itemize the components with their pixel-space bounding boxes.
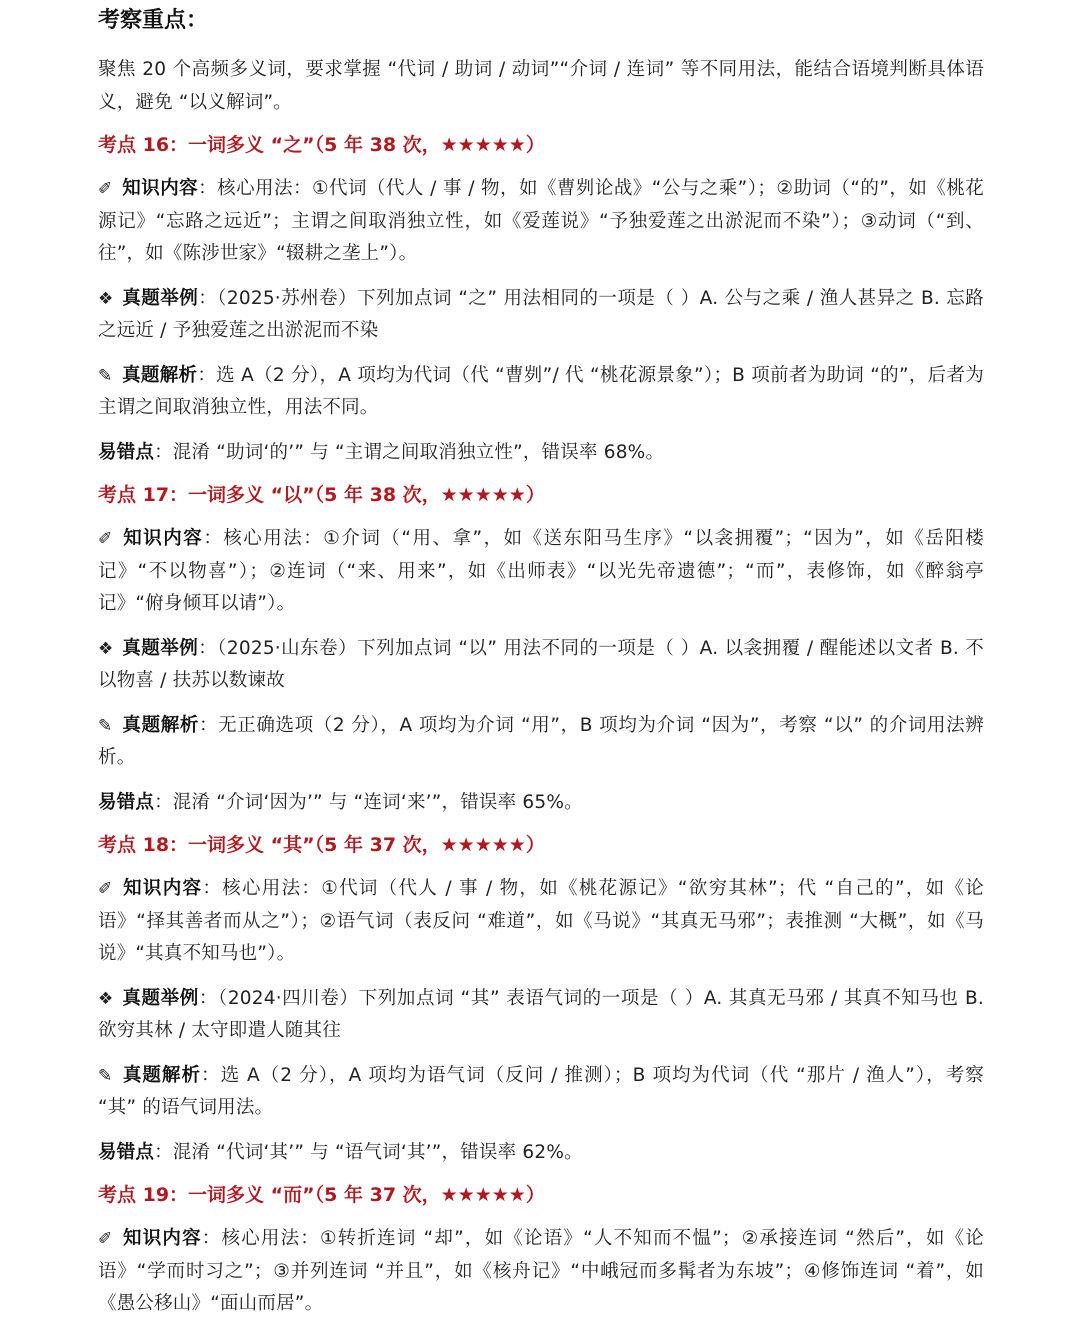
diamond-icon: ❖ bbox=[98, 288, 114, 309]
analysis-text: ：无正确选项（2 分），A 项均为介词 “用”，B 项均为介词 “因为”，考察 “以” 的介词用法辨析。 bbox=[98, 714, 984, 768]
pencil-icon: ✐ bbox=[98, 1229, 113, 1249]
pencil-icon: ✐ bbox=[98, 879, 113, 899]
knowledge-label: 知识内容 bbox=[122, 178, 199, 199]
error-point-paragraph bbox=[98, 1137, 984, 1170]
analysis-text: ：选 A（2 分），A 项均为语气词（反问 / 推测）；B 项均为代词（代 “那片 / 渔人”），考察 “其” 的语气词用法。 bbox=[98, 1064, 984, 1118]
pencil-icon: ✐ bbox=[98, 529, 113, 549]
knowledge-text: ：核心用法：①转折连词 “却”，如《论语》“人不知而不愠”；②承接连词 “然后”，如《论语》“学而时习之”；③并列连词 “并且”，如《核舟记》“中峨冠而多髯者为东坡”；④修饰连词 “着”，如《愚公移山》“面山而居”。 bbox=[98, 1228, 984, 1314]
sections bbox=[98, 129, 984, 1321]
diamond-icon: ❖ bbox=[98, 638, 114, 659]
example-label: 真题举例 bbox=[122, 987, 199, 1009]
page-title: 考察重点： bbox=[98, 8, 209, 33]
document bbox=[98, 0, 984, 1321]
exam-point-section bbox=[98, 829, 984, 1169]
exam-point-header: 考点 18：一词多义 “其”（5 年 37 次，★★★★★） bbox=[98, 834, 545, 856]
analysis-paragraph bbox=[98, 1060, 984, 1125]
knowledge-text: ：核心用法：①介词（“用、拿”，如《送东阳马生序》“以衾拥覆”；“因为”，如《岳阳楼记》“不以物喜”）；②连词（“来、用来”，如《出师表》“以光先帝遗德”；“而”，表修饰，如《醉翁亭记》“俯身倾耳以请”）。 bbox=[98, 528, 984, 614]
error-text: ：混淆 “助词‘的’” 与 “主谓之间取消独立性”，错误率 68%。 bbox=[154, 441, 665, 463]
knowledge-paragraph bbox=[98, 173, 984, 271]
example-paragraph bbox=[98, 283, 984, 348]
analysis-paragraph bbox=[98, 710, 984, 775]
error-label: 易错点 bbox=[98, 1141, 155, 1163]
error-label: 易错点 bbox=[98, 791, 155, 813]
exam-point-header: 考点 19：一词多义 “而”（5 年 37 次，★★★★★） bbox=[98, 1184, 545, 1206]
knowledge-text: ：核心用法：①代词（代人 / 事 / 物，如《桃花源记》“欲穷其林”；代 “自己的”，如《论语》“择其善者而从之”）；②语气词（表反问 “难道”，如《马说》“其真无马邪”；表推测 “大概”，如《马说》“其真不知马也”）。 bbox=[98, 878, 984, 964]
diamond-icon: ❖ bbox=[98, 988, 114, 1009]
pen-icon: ✎ bbox=[98, 365, 113, 386]
knowledge-paragraph bbox=[98, 523, 984, 621]
exam-point-header: 考点 16：一词多义 “之”（5 年 38 次，★★★★★） bbox=[98, 134, 545, 156]
error-point-paragraph bbox=[98, 787, 984, 820]
example-label: 真题举例 bbox=[122, 637, 199, 659]
error-text: ：混淆 “代词‘其’” 与 “语气词‘其’”，错误率 62%。 bbox=[154, 1141, 583, 1163]
intro-paragraph: 聚焦 20 个高频多义词，要求掌握 “代词 / 助词 / 动词”“介词 / 连词” 等不同用法，能结合语境判断具体语义，避免 “以义解词”。 bbox=[98, 59, 984, 113]
exam-point-section bbox=[98, 479, 984, 819]
example-paragraph bbox=[98, 633, 984, 698]
pen-icon: ✎ bbox=[98, 1065, 113, 1086]
exam-point-header: 考点 17：一词多义 “以”（5 年 38 次，★★★★★） bbox=[98, 484, 545, 506]
example-paragraph bbox=[98, 983, 984, 1048]
knowledge-label: 知识内容 bbox=[122, 878, 203, 899]
pen-icon: ✎ bbox=[98, 715, 113, 736]
knowledge-label: 知识内容 bbox=[122, 1228, 202, 1249]
knowledge-text: ：核心用法：①代词（代人 / 事 / 物，如《曹刿论战》“公与之乘”）；②助词（“的”，如《桃花源记》“忘路之远近”；主谓之间取消独立性，如《爱莲说》“予独爱莲之出淤泥而不染”）；③动词（“到、往”，如《陈涉世家》“辍耕之垄上”）。 bbox=[98, 178, 984, 264]
knowledge-paragraph bbox=[98, 1223, 984, 1321]
knowledge-paragraph bbox=[98, 873, 984, 971]
analysis-paragraph bbox=[98, 360, 984, 425]
analysis-label: 真题解析 bbox=[122, 364, 198, 386]
error-text: ：混淆 “介词‘因为’” 与 “连词‘来’”，错误率 65%。 bbox=[154, 791, 583, 813]
pencil-icon: ✐ bbox=[98, 179, 113, 199]
example-text: ：（2025·山东卷）下列加点词 “以” 用法不同的一项是（ ）A. 以衾拥覆 / 醒能述以文者 B. 不以物喜 / 扶苏以数谏故 bbox=[98, 637, 984, 691]
exam-point-section bbox=[98, 1179, 984, 1321]
analysis-label: 真题解析 bbox=[122, 714, 199, 736]
example-text: ：（2024·四川卷）下列加点词 “其” 表语气词的一项是（ ）A. 其真无马邪 / 其真不知马也 B. 欲穷其林 / 太守即遣人随其往 bbox=[98, 987, 984, 1041]
analysis-text: ：选 A（2 分），A 项均为代词（代 “曹刿”/ 代 “桃花源景象”）；B 项前者为助词 “的”，后者为主谓之间取消独立性，用法不同。 bbox=[98, 364, 984, 418]
error-label: 易错点 bbox=[98, 441, 155, 463]
exam-point-section bbox=[98, 129, 984, 469]
error-point-paragraph bbox=[98, 437, 984, 470]
knowledge-label: 知识内容 bbox=[122, 528, 204, 549]
example-label: 真题举例 bbox=[122, 287, 199, 309]
example-text: ：（2025·苏州卷）下列加点词 “之” 用法相同的一项是（ ）A. 公与之乘 / 渔人甚异之 B. 忘路之远近 / 予独爱莲之出淤泥而不染 bbox=[98, 287, 984, 341]
analysis-label: 真题解析 bbox=[122, 1064, 202, 1086]
